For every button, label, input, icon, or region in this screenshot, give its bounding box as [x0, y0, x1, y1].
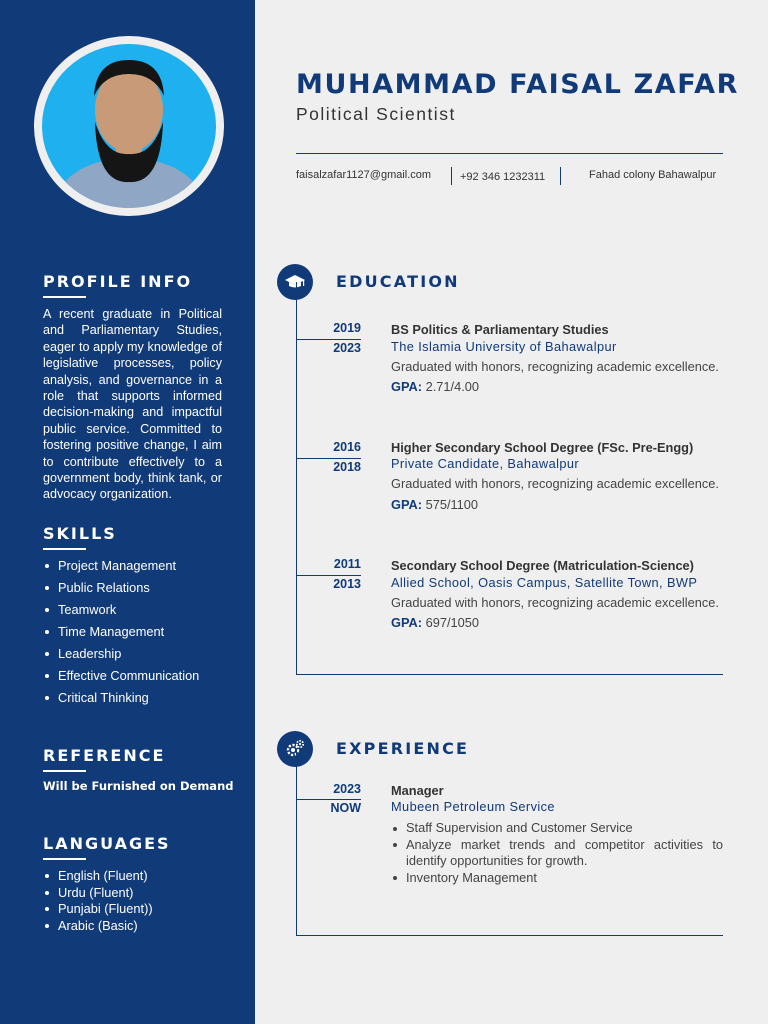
exp-end-year: NOW: [330, 801, 361, 815]
edu-degree: Secondary School Degree (Matriculation-Science): [391, 558, 694, 573]
email-text[interactable]: faisalzafar1127@gmail.com: [296, 169, 432, 181]
skills-heading: SKILLS: [43, 524, 117, 543]
edu-end-year: 2013: [333, 577, 361, 591]
language-item: Urdu (Fluent): [43, 885, 153, 902]
gpa-value: 697/1050: [425, 615, 479, 630]
skill-item: Critical Thinking: [43, 690, 199, 712]
edu-institution: Private Candidate, Bahawalpur: [391, 456, 580, 471]
edu-start-year: 2019: [333, 321, 361, 335]
exp-start-year: 2023: [333, 782, 361, 796]
profile-heading-rule: [43, 296, 86, 298]
year-divider: [297, 799, 361, 800]
exp-bullet: Analyze market trends and competitor activities to identify opportunities for growth.: [391, 837, 723, 870]
skill-item: Effective Communication: [43, 668, 199, 690]
edu-description: Graduated with honors, recognizing academic excellence.: [391, 476, 719, 491]
avatar: [42, 44, 216, 208]
experience-bottom-rule: [296, 935, 723, 936]
skill-item: Teamwork: [43, 602, 199, 624]
candidate-name: MUHAMMAD FAISAL ZAFAR: [296, 69, 740, 100]
skills-list: [43, 558, 199, 712]
contact-separator: [451, 167, 452, 185]
exp-company: Mubeen Petroleum Service: [391, 799, 555, 814]
edu-end-year: 2023: [333, 341, 361, 355]
edu-institution: Allied School, Oasis Campus, Satellite Town, BWP: [391, 575, 698, 590]
gears-icon: [277, 731, 313, 767]
edu-start-year: 2011: [333, 557, 361, 571]
gpa-label: GPA:: [391, 497, 423, 512]
header-divider: [296, 153, 723, 154]
gpa-label: GPA:: [391, 379, 423, 394]
skill-item: Leadership: [43, 646, 199, 668]
edu-end-year: 2018: [333, 460, 361, 474]
exp-role: Manager: [391, 783, 444, 798]
languages-heading-rule: [43, 858, 86, 860]
reference-heading-rule: [43, 770, 86, 772]
address-text: Fahad colony Bahawalpur: [589, 169, 717, 181]
edu-start-year: 2016: [333, 440, 361, 454]
skill-item: Time Management: [43, 624, 199, 646]
language-item: English (Fluent): [43, 868, 153, 885]
skill-item: Project Management: [43, 558, 199, 580]
gpa-value: 575/1100: [425, 497, 479, 512]
edu-gpa: [391, 497, 478, 512]
edu-gpa: [391, 379, 479, 394]
reference-text: Will be Furnished on Demand: [43, 779, 234, 793]
language-item: Arabic (Basic): [43, 918, 153, 935]
edu-description: Graduated with honors, recognizing academic excellence.: [391, 595, 719, 610]
reference-heading: REFERENCE: [43, 746, 166, 765]
edu-degree: Higher Secondary School Degree (FSc. Pre-Engg): [391, 440, 694, 455]
sidebar: [0, 0, 255, 1024]
language-item: Punjabi (Fluent)): [43, 901, 153, 918]
candidate-title: Political Scientist: [296, 104, 456, 124]
gpa-value: 2.71/4.00: [425, 379, 479, 394]
exp-bullet: Staff Supervision and Customer Service: [391, 820, 723, 837]
edu-degree: BS Politics & Parliamentary Studies: [391, 322, 609, 337]
skill-item: Public Relations: [43, 580, 199, 602]
profile-heading: PROFILE INFO: [43, 272, 193, 291]
phone-text[interactable]: +92 346 1232311: [460, 171, 546, 183]
edu-description: Graduated with honors, recognizing academic excellence.: [391, 359, 719, 374]
profile-text: A recent graduate in Political and Parliamentary Studies, eager to apply my knowledge of legislative processes, policy analysis, and governance in a role that supports informed decision-making and impactful public service. Committed to fostering positive change, I aim to contribute effectively to a government body, think tank, or advocacy organization.: [43, 307, 222, 502]
exp-bullet: Inventory Management: [391, 870, 723, 887]
gpa-label: GPA:: [391, 615, 423, 630]
education-heading: EDUCATION: [336, 272, 460, 291]
year-divider: [297, 575, 361, 576]
person-silhouette-icon: [42, 44, 216, 208]
contact-separator: [560, 167, 561, 185]
edu-gpa: [391, 615, 479, 630]
year-divider: [297, 339, 361, 340]
skills-heading-rule: [43, 548, 86, 550]
languages-list: [43, 868, 153, 934]
experience-heading: EXPERIENCE: [336, 739, 470, 758]
edu-institution: The Islamia University of Bahawalpur: [391, 339, 617, 354]
education-bottom-rule: [296, 674, 723, 675]
year-divider: [297, 458, 361, 459]
graduation-cap-icon: [277, 264, 313, 300]
experience-timeline-line: [296, 749, 297, 935]
languages-heading: LANGUAGES: [43, 834, 171, 853]
exp-bullet-list: [391, 820, 723, 886]
